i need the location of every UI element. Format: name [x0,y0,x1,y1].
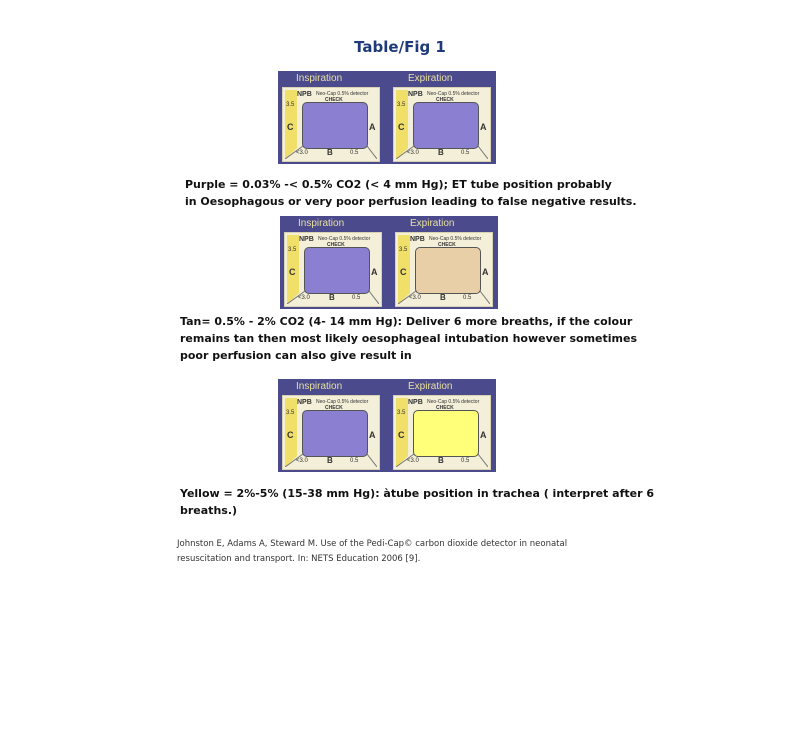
check-label: CHECK [436,405,454,411]
expiration-color-window [413,102,479,149]
brand-label: NPB [297,399,312,406]
inspiration-color-window [304,247,370,294]
seg-line-right [480,291,490,304]
expiration-color-window [415,247,481,294]
detector-name-label: Neo-Cap 0.5% detector [316,399,369,405]
inspiration-color-window [302,102,368,149]
a-zone-label: A [482,267,489,277]
zone-code-label: 3.5 [288,247,297,253]
caption-line: in Oesophagous or very poor perfusion leading to false negative results. [185,195,637,208]
detector-panel-purple [278,71,496,164]
figure-title: Table/Fig 1 [354,38,446,56]
caption-yellow [180,485,654,519]
check-label: CHECK [325,97,343,103]
caption-line: poor perfusion can also give result in [180,349,412,362]
expiration-card [395,232,493,307]
bottom-left-label: <3.0 [296,458,308,464]
zone-code-label: 3.5 [399,247,408,253]
bottom-left-label: <3.0 [407,458,419,464]
detector-name-label: Neo-Cap 0.5% detector [318,236,371,242]
expiration-card [393,87,491,162]
check-label: CHECK [436,97,454,103]
seg-line-right [367,146,377,159]
brand-label: NPB [408,399,423,406]
expiration-header: Expiration [408,73,453,84]
a-zone-label: A [480,430,487,440]
bottom-left-label: <3.0 [298,295,310,301]
brand-label: NPB [410,236,425,243]
b-zone-label: B [438,148,444,157]
brand-label: NPB [297,91,312,98]
c-zone-label: C [398,430,405,440]
inspiration-card [284,232,382,307]
reference-line: Johnston E, Adams A, Steward M. Use of the Pedi-Cap© carbon dioxide detector in neonatal [177,539,568,549]
seg-line-right [478,454,488,467]
inspiration-card [282,395,380,470]
caption-line: breaths.) [180,504,238,517]
b-zone-label: B [327,456,333,465]
caption-line: Yellow = 2%-5% (15-38 mm Hg): àtube position in trachea ( interpret after 6 [180,487,654,500]
bottom-left-label: <3.0 [409,295,421,301]
zone-code-label: 3.5 [286,410,295,416]
bottom-right-label: 0.5 [463,295,472,301]
c-zone-label: C [289,267,296,277]
inspiration-card [282,87,380,162]
c-zone-label: C [287,430,294,440]
check-label: CHECK [325,405,343,411]
seg-line-right [369,291,379,304]
detector-panel-yellow [278,379,496,472]
zone-code-label: 3.5 [397,410,406,416]
expiration-color-window [413,410,479,457]
detector-name-label: Neo-Cap 0.5% detector [429,236,482,242]
bottom-right-label: 0.5 [461,458,470,464]
a-zone-label: A [369,122,376,132]
bottom-left-label: <3.0 [407,150,419,156]
c-zone-label: C [400,267,407,277]
reference-citation [177,537,567,567]
detector-name-label: Neo-Cap 0.5% detector [427,399,480,405]
detector-name-label: Neo-Cap 0.5% detector [316,91,369,97]
a-zone-label: A [480,122,487,132]
b-zone-label: B [440,293,446,302]
detector-panel-tan [280,216,498,309]
detector-name-label: Neo-Cap 0.5% detector [427,91,480,97]
bottom-right-label: 0.5 [461,150,470,156]
inspiration-header: Inspiration [296,73,343,84]
bottom-right-label: 0.5 [352,295,361,301]
caption-line: Tan= 0.5% - 2% CO2 (4- 14 mm Hg): Deliver 6 more breaths, if the colour [180,315,633,328]
b-zone-label: B [327,148,333,157]
inspiration-color-window [302,410,368,457]
check-label: CHECK [327,242,345,248]
caption-line: remains tan then most likely oesophageal intubation however sometimes [180,332,638,345]
expiration-header: Expiration [410,218,455,229]
b-zone-label: B [329,293,335,302]
seg-line-right [367,454,377,467]
check-label: CHECK [438,242,456,248]
brand-label: NPB [408,91,423,98]
caption-tan [180,313,637,364]
bottom-right-label: 0.5 [350,150,359,156]
caption-purple [185,176,637,210]
c-zone-label: C [398,122,405,132]
inspiration-header: Inspiration [298,218,345,229]
c-zone-label: C [287,122,294,132]
zone-code-label: 3.5 [397,102,406,108]
a-zone-label: A [369,430,376,440]
a-zone-label: A [371,267,378,277]
reference-line: resuscitation and transport. In: NETS Education 2006 [9]. [177,554,421,564]
expiration-header: Expiration [408,381,453,392]
b-zone-label: B [438,456,444,465]
bottom-left-label: <3.0 [296,150,308,156]
caption-line: Purple = 0.03% -< 0.5% CO2 (< 4 mm Hg); ET tube position probably [185,178,612,191]
seg-line-right [478,146,488,159]
expiration-card [393,395,491,470]
bottom-right-label: 0.5 [350,458,359,464]
zone-code-label: 3.5 [286,102,295,108]
inspiration-header: Inspiration [296,381,343,392]
brand-label: NPB [299,236,314,243]
